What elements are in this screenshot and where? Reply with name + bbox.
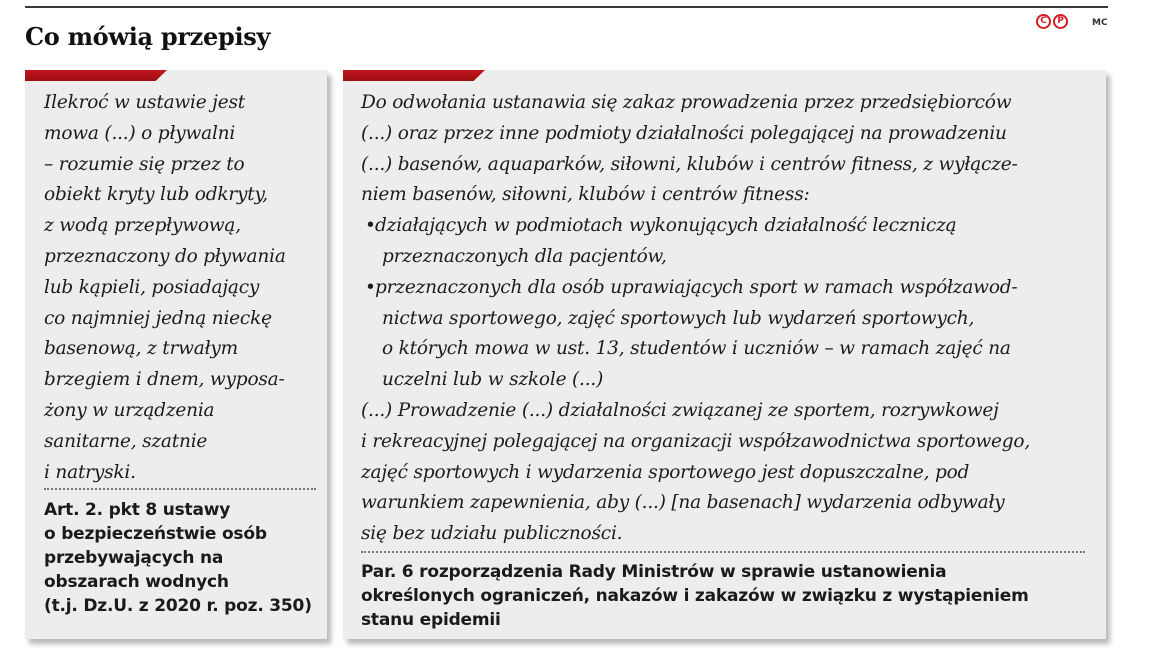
source-line: o bezpieczeństwie osób	[44, 524, 267, 544]
source-citation	[361, 560, 1101, 632]
bullet-text: nictwa sportowego, zajęć sportowych lub wydarzeń sportowych,	[382, 307, 975, 329]
dotted-divider	[44, 488, 316, 490]
quote-line: (...) Prowadzenie (...) działalności związanej ze sportem, rozrywkowej	[361, 399, 999, 421]
quote-line: warunkiem zapewnienia, aby (...) [na basenach] wydarzenia odbywały	[361, 492, 1005, 514]
quote-line: i rekreacyjnej polegającej na organizacji współzawodnictwa sportowego,	[361, 430, 1031, 452]
quote-line: z wodą przepływową,	[44, 215, 241, 237]
bullet-icon: •	[365, 276, 376, 298]
page-title: Co mówią przepisy	[25, 22, 271, 51]
quote-line: co najmniej jedną nieckę	[44, 307, 272, 329]
regulation-box	[343, 70, 1106, 639]
bullet-text: o których mowa w ust. 13, studentów i uczniów – w ramach zajęć na	[382, 338, 1011, 360]
source-line: Par. 6 rozporządzenia Rady Ministrów w sprawie ustanowienia	[361, 562, 947, 582]
bullet-text: uczelni lub w szkole (...)	[382, 369, 604, 391]
bullet-item	[361, 273, 1103, 304]
quote-line: (...) oraz przez inne podmioty działalności polegającej na prowadzeniu	[361, 122, 1007, 144]
quote-line: się bez udziału publiczności.	[361, 523, 623, 545]
quote-line: niem basenów, siłowni, klubów i centrów fitness:	[361, 184, 810, 206]
quote-line: przeznaczony do pływania	[44, 245, 286, 267]
bullet-icon: •	[365, 215, 376, 237]
red-tab	[343, 70, 485, 81]
source-line: przebywających na	[44, 548, 224, 568]
source-line: stanu epidemii	[361, 610, 501, 630]
quote-line: (...) basenów, aquaparków, siłowni, klubów i centrów fitness, z wyłącze-	[361, 153, 1018, 175]
logo-letter-c: C	[1036, 14, 1051, 29]
source-citation	[44, 498, 324, 618]
bullet-text: przeznaczonych dla pacjentów,	[382, 245, 667, 267]
quote-line: lub kąpieli, posiadający	[44, 276, 260, 298]
dotted-divider	[361, 551, 1085, 553]
bullet-text: przeznaczonych dla osób uprawiających sport w ramach współzawod-	[375, 276, 1018, 298]
regulation-quote	[361, 88, 1103, 550]
definition-quote	[44, 88, 324, 488]
definition-box	[25, 70, 327, 639]
bullet-text: działających w podmiotach wykonujących działalność leczniczą	[375, 215, 957, 237]
quote-line: basenową, z trwałym	[44, 338, 238, 360]
source-line: (t.j. Dz.U. z 2020 r. poz. 350)	[44, 596, 312, 616]
author-initials: MC	[1092, 18, 1108, 28]
quote-line: Ilekroć w ustawie jest	[44, 92, 245, 113]
quote-line: i natryski.	[44, 461, 136, 483]
red-tab	[25, 70, 167, 81]
quote-line: sanitarne, szatnie	[44, 430, 208, 452]
source-line: określonych ograniczeń, nakazów i zakazów w związku z wystąpieniem	[361, 586, 1029, 606]
logo-letter-p: P	[1053, 14, 1068, 29]
quote-line: mowa (...) o pływalni	[44, 122, 236, 144]
quote-line: zajęć sportowych i wydarzenia sportowego jest dopuszczalne, pod	[361, 461, 970, 483]
quote-line: – rozumie się przez to	[44, 153, 245, 175]
publisher-logo	[1036, 14, 1068, 29]
top-rule	[25, 6, 1108, 8]
source-line: Art. 2. pkt 8 ustawy	[44, 500, 231, 520]
source-line: obszarach wodnych	[44, 572, 229, 592]
bullet-item	[361, 211, 1103, 242]
quote-line: Do odwołania ustanawia się zakaz prowadzenia przez przedsiębiorców	[361, 92, 1012, 113]
quote-line: żony w urządzenia	[44, 399, 215, 421]
quote-line: obiekt kryty lub odkryty,	[44, 184, 268, 206]
quote-line: brzegiem i dnem, wyposa-	[44, 369, 285, 391]
